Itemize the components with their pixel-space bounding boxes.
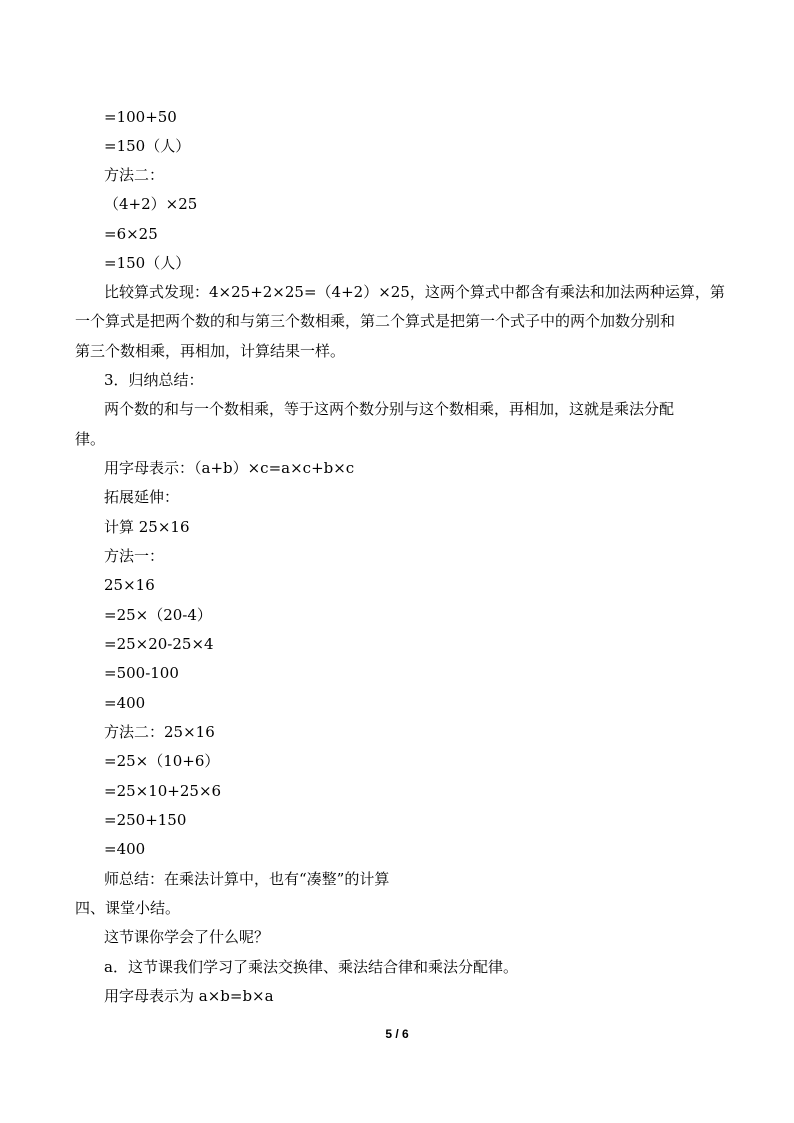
text-line: 用字母表示为 a×b=b×a: [104, 987, 274, 1005]
text-line: =150（人）: [104, 254, 191, 272]
text-line: =25×10+25×6: [104, 782, 222, 800]
text-line: 这节课你学会了什么呢？: [104, 928, 270, 946]
text-line: （4+2）×25: [104, 195, 198, 213]
text-line: =25×20-25×4: [104, 635, 214, 653]
section-heading: 四、课堂小结。: [75, 899, 181, 917]
text-line: 方法二：: [104, 166, 165, 184]
text-line: 一个算式是把两个数的和与第三个数相乘，第二个算式是把第一个式子中的两个加数分别和: [75, 312, 676, 330]
text-line: =400: [104, 694, 146, 712]
text-line: =25×（20-4）: [104, 606, 212, 624]
text-line: 第三个数相乘，再相加，计算结果一样。: [75, 342, 346, 360]
text-line: =500-100: [104, 664, 179, 682]
page-number: 5 / 6: [385, 1027, 409, 1041]
text-line: 拓展延伸：: [104, 488, 180, 506]
text-line: =25×（10+6）: [104, 752, 220, 770]
text-line: 师总结：在乘法计算中，也有“凑整”的计算: [104, 870, 390, 888]
text-line: =250+150: [104, 811, 187, 829]
text-line: 方法二：25×16: [104, 723, 215, 741]
text-line: =6×25: [104, 225, 158, 243]
text-line: 律。: [75, 430, 106, 448]
text-line: =400: [104, 840, 146, 858]
section-heading: 3．归纳总结：: [104, 371, 204, 389]
text-line: =150（人）: [104, 137, 191, 155]
text-line: 两个数的和与一个数相乘，等于这两个数分别与这个数相乘，再相加，这就是乘法分配: [104, 400, 675, 418]
text-line: 用字母表示：（a+b）×c=a×c+b×c: [104, 459, 355, 477]
text-line: 计算 25×16: [104, 518, 190, 536]
text-line: 25×16: [104, 576, 155, 594]
text-line: 方法一：: [104, 547, 165, 565]
text-line: =100+50: [104, 108, 177, 126]
text-line: a．这节课我们学习了乘法交换律、乘法结合律和乘法分配律。: [104, 958, 518, 976]
text-line: 比较算式发现：4×25+2×25=（4+2）×25，这两个算式中都含有乘法和加法两种运算，第: [104, 283, 725, 301]
